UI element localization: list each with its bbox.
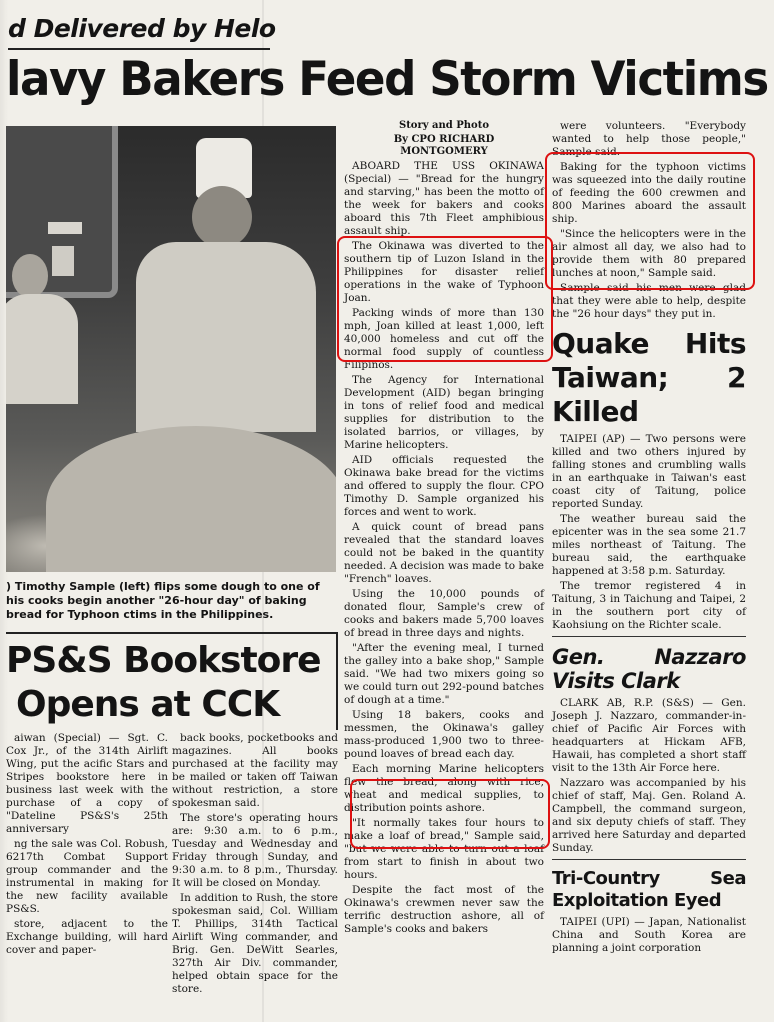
quake-headline: Quake Hits Taiwan; 2 Killed <box>552 327 746 428</box>
bookstore-title-line1: PS&S Bookstore <box>6 640 321 681</box>
bookstore-paragraph: In addition to Rush, the store spokesman said, Col. William T. Phillips, 314th Tactical Airlift Wing commander, and Brig. Gen. DeWitt Searles, 327th Air Div. commander, helped obtain space for the store. <box>172 892 338 995</box>
bookstore-paragraph: aiwan (Special) — Sgt. C. Cox Jr., of the 314th Airlift Wing, put the acific Stars and Stripes bookstore here in business last week with the purchase of a copy of "Dateline PS&S's 25th anniversary <box>6 732 168 835</box>
column-rule <box>552 636 746 637</box>
bakery-paragraph: Each morning Marine helicopters flew the bread, along with rice, wheat and medical supplies, to distribution points ashore. <box>344 763 544 814</box>
photo-baker-head <box>192 186 252 248</box>
bakery-paragraph: "It normally takes four hours to make a loaf of bread," Sample said, "but we were able to turn out a loaf from start to finish in about two hours. <box>344 817 544 881</box>
bookstore-headline-box <box>6 632 338 730</box>
bookstore-paragraph: The store's operating hours are: 9:30 a.m. to 6 p.m., Tuesday and Wednesday and Friday through Sunday, and 9:30 a.m. to 8 p.m., Thursday. It will be closed on Monday. <box>172 812 338 889</box>
bakery-paragraph: ABOARD THE USS OKINAWA (Special) — "Bread for the hungry and starving," has been the motto of the week for bakers and cooks aboard this 7th Fleet amphibious assault ship. <box>344 160 544 237</box>
photo-caption: ) Timothy Sample (left) flips some dough to one of his cooks begin another "26-hour day" of baking bread for Typhoon ctims in the Philippines. <box>6 580 320 621</box>
nazzaro-paragraph: CLARK AB, R.P. (S&S) — Gen. Joseph J. Nazzaro, commander-in-chief of Pacific Air Forces with headquarters at Hickam AFB, Hawaii, has completed a short staff visit to the 13th Air Force here. <box>552 697 746 774</box>
bookstore-column-left <box>6 732 168 959</box>
bakery-paragraph: A quick count of bread pans revealed that the standard loaves could not be baked in the quantity needed. A decision was made to bake "French" loaves. <box>344 521 544 585</box>
bakery-paragraph: Using the 10,000 pounds of donated flour, Sample's crew of cooks and bakers made 5,700 loaves of bread in three days and nights. <box>344 588 544 639</box>
bookstore-paragraph: store, adjacent to the Exchange building, will hard cover and paper- <box>6 918 168 956</box>
bakery-paragraph: Using 18 bakers, cooks and messmen, the Okinawa's galley mass-produced 1,900 two to three-pound loaves of bread each day. <box>344 709 544 760</box>
bakery-paragraph: Despite the fact most of the Okinawa's crewmen never saw the terrific destruction ashore, all of Sample's cooks and bakers <box>344 884 544 935</box>
main-headline: lavy Bakers Feed Storm Victims <box>6 52 768 107</box>
photo-sign <box>48 222 82 234</box>
bakery-continued-paragraph: "Since the helicopters were in the air almost all day, we also had to provide them with 80 prepared lunches at noon," Sample said. <box>552 228 746 279</box>
bakery-paragraph: The Okinawa was diverted to the southern tip of Luzon Island in the Philippines for disaster relief operations in the wake of Typhoon Joan. <box>344 240 544 304</box>
kicker-rule <box>8 48 270 50</box>
quake-paragraph: TAIPEI (AP) — Two persons were killed and two others injured by falling stones and crumbling walls in an earthquake in Taiwan's east coast city of Taitung, police reported Sunday. <box>552 433 746 510</box>
tri-country-paragraph: TAIPEI (UPI) — Japan, Nationalist China and South Korea are planning a joint corporation <box>552 916 746 954</box>
bakery-article <box>344 120 544 938</box>
bookstore-paragraph: back books, pocketbooks and magazines. All books purchased at the facility may be mailed or taken off Taiwan without restriction, a store spokesman said. <box>172 732 338 809</box>
quake-paragraph: The weather bureau said the epicenter was in the sea some 21.7 miles northeast of Taitung. The bureau said, the earthquake happened at 3:58 p.m. Saturday. <box>552 513 746 577</box>
bakery-paragraph: The Agency for International Development (AID) began bringing in tons of relief food and medical supplies for distribution to the isolated barrios, or villages, by Marine helicopters. <box>344 374 544 451</box>
column-rule <box>552 859 746 860</box>
photo-baker-body <box>136 242 316 432</box>
byline-line3: MONTGOMERY <box>400 146 488 157</box>
quake-paragraph: The tremor registered 4 in Taitung, 3 in Taichung and Taipei, 2 in the southern port city of Kaohsiung on the Richter scale. <box>552 580 746 631</box>
photo-left-cook-body <box>6 294 78 404</box>
byline-line2: By CPO RICHARD <box>393 134 495 145</box>
photo-left-cook-head <box>12 254 48 298</box>
bakery-paragraph: Packing winds of more than 130 mph, Joan killed at least 1,000, left 40,000 homeless and cut off the normal food supply of countless Filipinos. <box>344 307 544 371</box>
bookstore-title-line2: Opens at CCK <box>16 684 280 725</box>
bakery-paragraph: AID officials requested the Okinawa bake bread for the victims and offered to supply the flour. CPO Timothy D. Sample organized his forces and went to work. <box>344 454 544 518</box>
byline-line1: Story and Photo <box>398 120 490 131</box>
bookstore-paragraph: ng the sale was Col. Robush, 6217th Combat Support group commander and the instrumental in making for the new facility available PS&S. <box>6 838 168 915</box>
photo-dough <box>46 426 336 572</box>
bakery-paragraph: "After the evening meal, I turned the galley into a bake shop," Sample said. "We had two mixers going so we could turn out 292-pound batches of dough at a time." <box>344 642 544 706</box>
bakery-continued-paragraph: were volunteers. "Everybody wanted to help those people," Sample said. <box>552 120 746 158</box>
right-column <box>552 120 746 957</box>
bakers-photo <box>6 126 336 572</box>
nazzaro-headline: Gen. Nazzaro Visits Clark <box>552 645 746 693</box>
bakery-continued-paragraph: Sample said his men were glad that they were able to help, despite the "26 hour days" they put in. <box>552 282 746 320</box>
nazzaro-paragraph: Nazzaro was accompanied by his chief of staff, Maj. Gen. Roland A. Campbell, the command surgeon, and six deputy chiefs of staff. They arrived here Saturday and departed Sunday. <box>552 777 746 854</box>
tri-country-headline: Tri-Country Sea Exploitation Eyed <box>552 868 746 911</box>
kicker-headline: d Delivered by Helo <box>8 14 276 43</box>
photo-sign-small <box>52 246 74 276</box>
bakery-continued-paragraph: Baking for the typhoon victims was squeezed into the daily routine of feeding the 600 crewmen and 800 Marines aboard the assault ship. <box>552 161 746 225</box>
bookstore-column-right <box>172 732 338 998</box>
